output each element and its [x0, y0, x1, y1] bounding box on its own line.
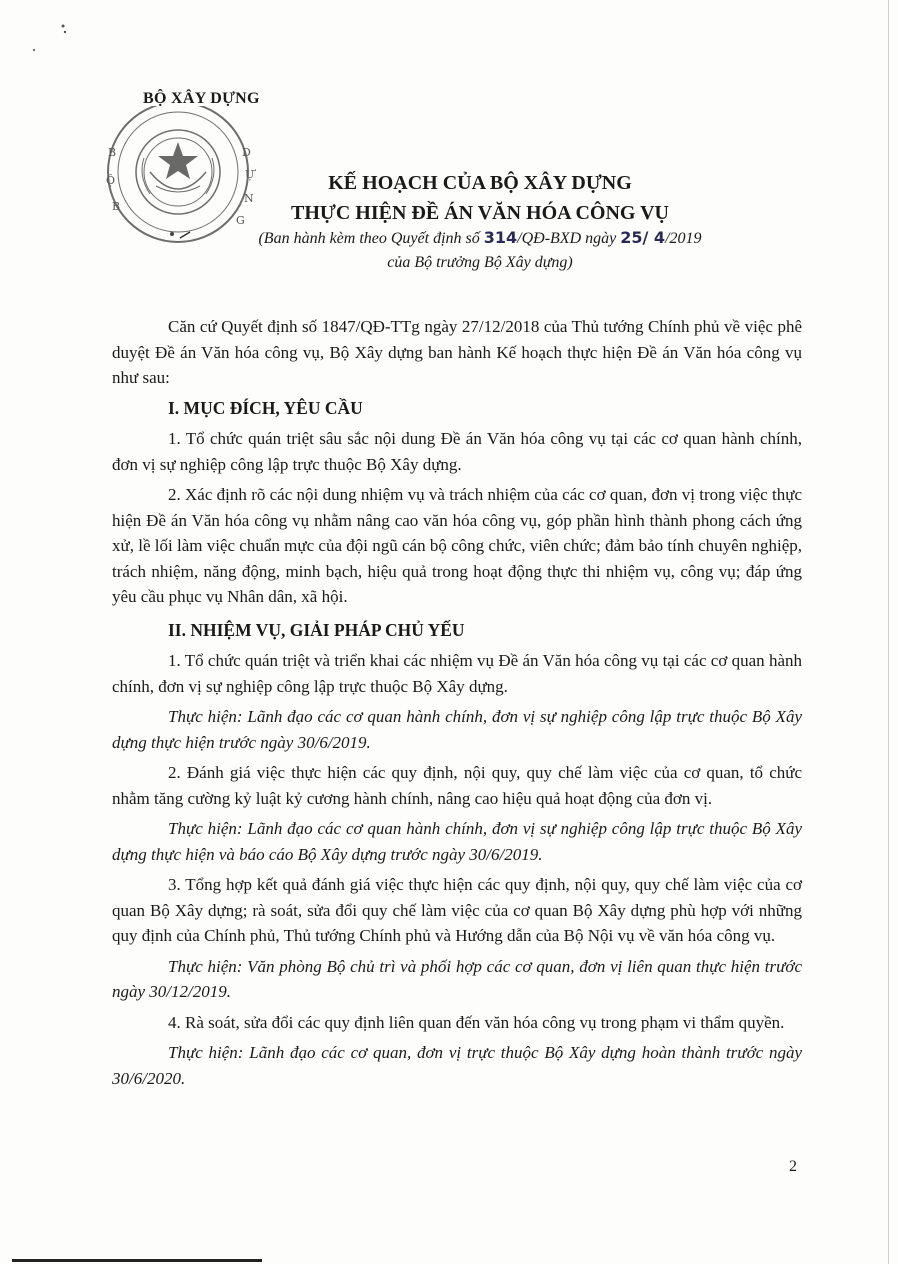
- section-2-item-1-note: Thực hiện: Lãnh đạo các cơ quan hành chính, đơn vị sự nghiệp công lập trực thuộc Bộ Xây dựng thực hiện trước ngày 30/6/2019.: [112, 707, 802, 752]
- section-1-heading: I. MỤC ĐÍCH, YÊU CẦU: [168, 397, 363, 418]
- section-2-item-3: 3. Tổng hợp kết quả đánh giá việc thực hiện các quy định, nội quy, quy chế làm việc của cơ quan Bộ Xây dựng; rà soát, sửa đổi quy chế làm việc của cơ quan Bộ Xây dựng phù hợp với những quy định của Chính phủ, Thủ tướng Chính phủ và Hướng dẫn của Bộ Nội vụ về văn hóa công vụ.: [112, 875, 802, 945]
- issuance-prefix: (Ban hành kèm theo Quyết định số: [258, 230, 484, 247]
- section-2-heading: II. NHIỆM VỤ, GIẢI PHÁP CHỦ YẾU: [168, 619, 465, 640]
- page-number: 2: [789, 1158, 797, 1175]
- document-body: [112, 314, 802, 1096]
- ministry-name: BỘ XÂY DỰNG: [143, 90, 260, 107]
- title-line-1: KẾ HOẠCH CỦA BỘ XÂY DỰNG: [328, 172, 632, 194]
- svg-text:Ộ: Ộ: [106, 174, 116, 187]
- svg-text:B: B: [112, 200, 121, 213]
- svg-text:N: N: [244, 192, 254, 205]
- section-2-item-4: 4. Rà soát, sửa đổi các quy định liên quan đến văn hóa công vụ trong phạm vi thẩm quyền.: [168, 1012, 785, 1032]
- scan-edge-line: [12, 1259, 262, 1262]
- intro-paragraph: Căn cứ Quyết định số 1847/QĐ-TTg ngày 27/12/2018 của Thủ tướng Chính phủ về việc phê duyệt Đề án Văn hóa công vụ, Bộ Xây dựng ban hành Kế hoạch thực hiện Đề án Văn hóa công vụ như sau:: [112, 317, 802, 387]
- title-line-2: THỰC HIỆN ĐỀ ÁN VĂN HÓA CÔNG VỤ: [291, 202, 669, 224]
- scan-specks: [30, 20, 70, 60]
- section-2-item-3-note: Thực hiện: Văn phòng Bộ chủ trì và phối hợp các cơ quan, đơn vị liên quan thực hiện trước ngày 30/12/2019.: [112, 956, 802, 1001]
- scan-page-edge: [888, 0, 889, 1264]
- section-1-item-2: 2. Xác định rõ các nội dung nhiệm vụ và trách nhiệm của các cơ quan, đơn vị trong việc thực hiện Đề án Văn hóa công vụ nhằm nâng cao văn hóa công vụ, góp phần hình thành phong cách ứng xử, lề lối làm việc chuẩn mực của đội ngũ cán bộ công chức, viên chức; đảm bảo tính chuyên nghiệp, trách nhiệm, năng động, minh bạch, hiệu quả trong hoạt động thực thi nhiệm vụ, công vụ; đáp ứng yêu cầu phục vụ Nhân dân, xã hội.: [112, 485, 802, 606]
- section-2-item-2: 2. Đánh giá việc thực hiện các quy định, nội quy, quy chế làm việc của cơ quan, tổ chức nhằm tăng cường kỷ luật kỷ cương hành chính, nâng cao hiệu quả hoạt động của đơn vị.: [112, 763, 802, 808]
- document-title: [170, 168, 790, 228]
- section-1-item-1: 1. Tổ chức quán triệt sâu sắc nội dung Đề án Văn hóa công vụ tại các cơ quan hành chính, đơn vị sự nghiệp công lập trực thuộc Bộ Xây dựng.: [112, 429, 802, 474]
- svg-text:Ự: Ự: [245, 168, 255, 181]
- section-2-item-4-note: Thực hiện: Lãnh đạo các cơ quan, đơn vị trực thuộc Bộ Xây dựng hoàn thành trước ngày 30/6/2020.: [112, 1043, 802, 1088]
- svg-text:D: D: [242, 146, 251, 159]
- svg-text:G: G: [236, 214, 245, 227]
- issuance-line-1: [210, 226, 750, 251]
- issuance-year: /2019: [665, 230, 702, 247]
- section-2-item-1: 1. Tổ chức quán triệt và triển khai các nhiệm vụ Đề án Văn hóa công vụ tại các cơ quan hành chính, đơn vị sự nghiệp công lập trực thuộc Bộ Xây dựng.: [112, 651, 802, 696]
- decision-date-handwritten: 25/ 4: [620, 228, 666, 247]
- issuance-note: [210, 226, 750, 275]
- issuance-line-2: của Bộ trưởng Bộ Xây dựng): [387, 254, 573, 271]
- issuance-middle: /QĐ-BXD ngày: [517, 230, 621, 247]
- svg-text:B: B: [108, 146, 117, 159]
- decision-number-handwritten: 314: [483, 228, 518, 247]
- section-2-item-2-note: Thực hiện: Lãnh đạo các cơ quan hành chính, đơn vị sự nghiệp công lập trực thuộc Bộ Xây dựng thực hiện và báo cáo Bộ Xây dựng trước ngày 30/6/2019.: [112, 819, 802, 864]
